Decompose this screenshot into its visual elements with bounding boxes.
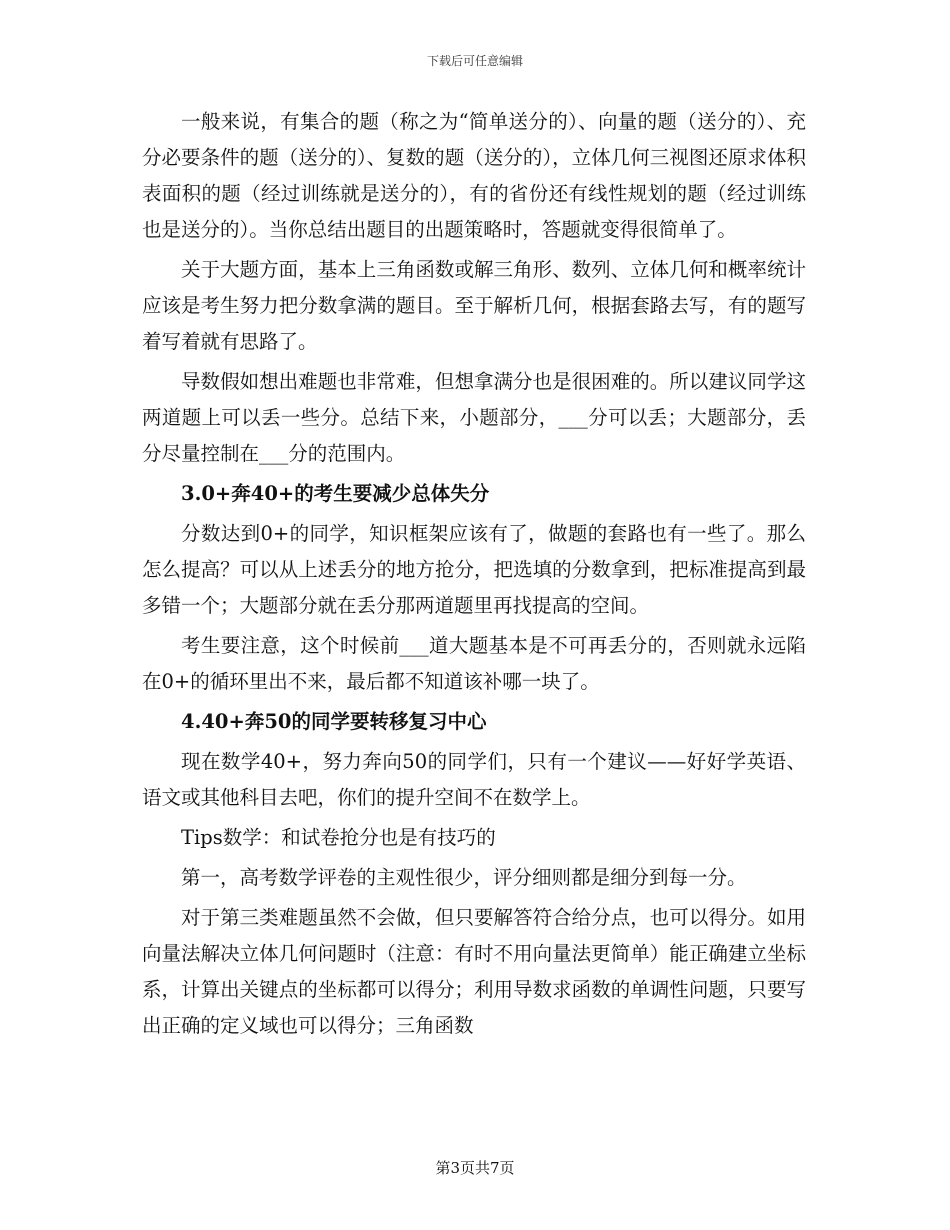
document-body	[142, 104, 806, 1048]
paragraph-big-questions: 关于大题方面，基本上三角函数或解三角形、数列、立体几何和概率统计应该是考生努力把分数拿满的题目。至于解析几何，根据套路去写，有的题写着写着就有思路了。	[142, 258, 806, 353]
paragraph-tips-title: Tips数学：和试卷抢分也是有技巧的	[181, 826, 496, 849]
paragraph-derivatives: 导数假如想出难题也非常难，但想拿满分也是很困难的。所以建议同学这两道题上可以丢一些分。总结下来，小题部分，___分可以丢；大题部分，丢分尽量控制在___分的范围内。	[142, 370, 806, 465]
paragraph-easy-questions: 一般来说，有集合的题（称之为“简单送分的）、向量的题（送分的）、充分必要条件的题（送分的）、复数的题（送分的），立体几何三视图还原求体积表面积的题（经过训练就是送分的），有的省份还有线性规划的题（经过训练也是送分的）。当你总结出题目的出题策略时，答题就变得很简单了。	[142, 110, 806, 241]
paragraph-improve: 分数达到0+的同学，知识框架应该有了，做题的套路也有一些了。那么怎么提高？可以从上述丢分的地方抢分，把选填的分数拿到，把标准提高到最多错一个；大题部分就在丢分那两道题里再找提高的空间。	[142, 522, 806, 617]
paragraph-shift-focus: 现在数学40+，努力奔向50的同学们，只有一个建议——好好学英语、语文或其他科目去吧，你们的提升空间不在数学上。	[142, 750, 806, 809]
page-header: 下载后可任意编辑	[426, 54, 523, 68]
paragraph-first-tip: 第一，高考数学评卷的主观性很少，评分细则都是细分到每一分。	[181, 866, 747, 889]
page-footer: 第3页共7页	[435, 1159, 515, 1177]
section-heading-3: 3.0+奔40+的考生要减少总体失分	[181, 482, 490, 505]
paragraph-attention: 考生要注意，这个时候前___道大题基本是不可再丢分的，否则就永远陷在0+的循环里出不来，最后都不知道该补哪一块了。	[142, 634, 806, 693]
paragraph-hard-questions: 对于第三类难题虽然不会做，但只要解答符合给分点，也可以得分。如用向量法解决立体几何问题时（注意：有时不用向量法更简单）能正确建立坐标系，计算出关键点的坐标都可以得分；利用导数求函数的单调性问题，只要写出正确的定义域也可以得分；三角函数	[142, 906, 806, 1037]
section-heading-4: 4.40+奔50的同学要转移复习中心	[181, 710, 487, 733]
